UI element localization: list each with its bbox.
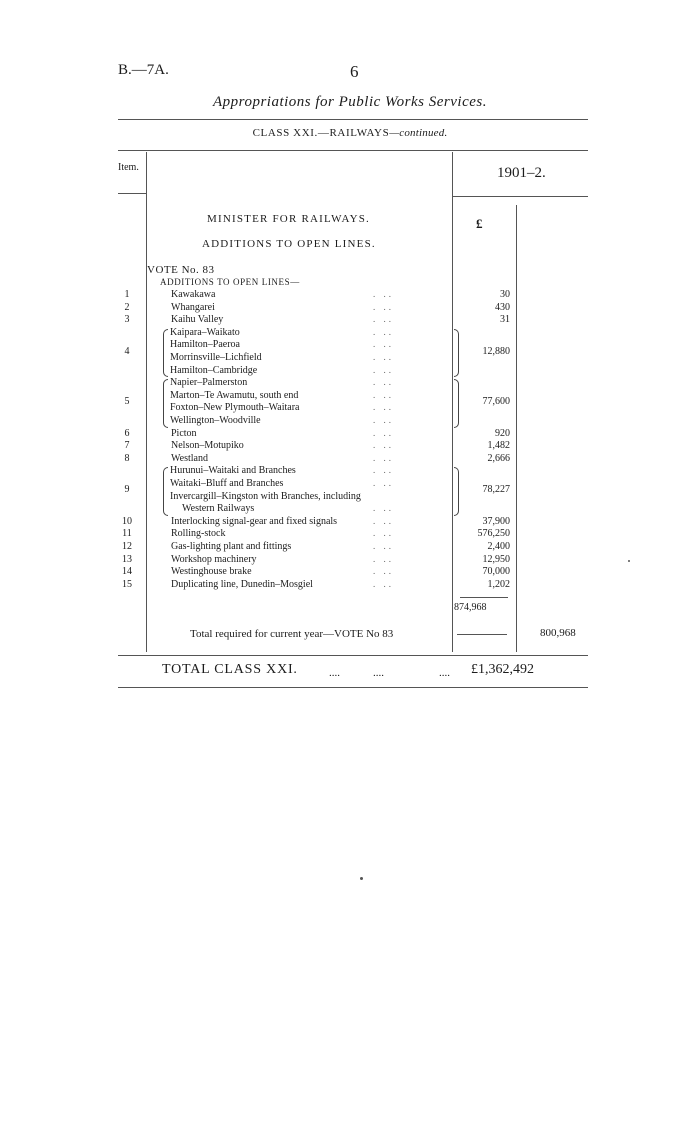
item-description: Picton bbox=[171, 427, 197, 439]
item-description: Marton–Te Awamutu, south end bbox=[170, 389, 299, 401]
left-brace bbox=[163, 467, 168, 515]
dot-leader: . .. bbox=[373, 553, 394, 564]
item-description: Kaihu Valley bbox=[171, 314, 224, 326]
class-heading bbox=[0, 127, 700, 139]
item-amount: 920 bbox=[495, 427, 510, 439]
table-bottom-rule bbox=[118, 655, 588, 656]
dot-leader: . .. bbox=[373, 478, 394, 488]
item-description: Waitaki–Bluff and Branches bbox=[170, 478, 284, 489]
item-number: 6 bbox=[124, 427, 130, 439]
grand-total-rule bbox=[118, 687, 588, 688]
right-brace bbox=[454, 379, 459, 427]
item-amount: 30 bbox=[500, 289, 510, 300]
item-amount: 37,900 bbox=[482, 515, 510, 527]
item-amount: 78,227 bbox=[482, 484, 510, 496]
item-number: 13 bbox=[122, 553, 132, 565]
item-number: 5 bbox=[124, 396, 130, 408]
class-heading-main: CLASS XXI.—RAILWAYS bbox=[252, 127, 390, 139]
item-description: Napier–Palmerston bbox=[170, 377, 248, 389]
section-heading-additions: ADDITIONS TO OPEN LINES. bbox=[202, 238, 376, 250]
item-amount: 1,482 bbox=[487, 440, 510, 452]
item-number: 9 bbox=[124, 484, 130, 496]
grand-total-leader: .... bbox=[373, 667, 384, 679]
scan-speck bbox=[628, 560, 630, 562]
item-amount: 576,250 bbox=[477, 528, 510, 540]
dot-leader: . .. bbox=[373, 377, 394, 388]
item-number: 7 bbox=[124, 440, 130, 452]
item-number: 2 bbox=[124, 301, 130, 313]
dot-leader: . .. bbox=[373, 541, 394, 551]
right-brace bbox=[454, 329, 459, 377]
dot-leader: . .. bbox=[373, 528, 394, 539]
total-dash bbox=[457, 634, 507, 635]
item-description: Nelson–Motupiko bbox=[171, 440, 244, 452]
item-number: 1 bbox=[124, 289, 130, 300]
item-number: 14 bbox=[122, 566, 132, 578]
item-description: Hamilton–Cambridge bbox=[170, 364, 258, 376]
grand-total-leader: .... bbox=[439, 667, 450, 679]
dot-leader: . .. bbox=[373, 301, 394, 312]
title-rule bbox=[118, 119, 588, 120]
item-amount: 2,666 bbox=[487, 452, 510, 464]
total-required-label: Total required for current year—VOTE No 83 bbox=[190, 628, 394, 640]
year-column-header: 1901–2. bbox=[497, 165, 546, 181]
total-column-rule bbox=[516, 205, 517, 652]
vote-sublabel: ADDITIONS TO OPEN LINES— bbox=[160, 277, 300, 287]
subtotal-rule bbox=[460, 597, 508, 598]
item-amount: 12,880 bbox=[482, 345, 510, 357]
item-description: Western Railways bbox=[182, 503, 255, 515]
item-description: Hurunui–Waitaki and Branches bbox=[170, 465, 296, 477]
item-description: Foxton–New Plymouth–Waitara bbox=[170, 402, 300, 414]
page-title: Appropriations for Public Works Services. bbox=[213, 94, 487, 110]
dot-leader: . .. bbox=[373, 352, 394, 362]
item-description: Kawakawa bbox=[171, 289, 216, 300]
dot-leader: . .. bbox=[373, 389, 394, 400]
item-description: Invercargill–Kingston with Branches, including bbox=[170, 490, 361, 502]
subtotal-value: 874,968 bbox=[454, 602, 487, 613]
item-amount: 430 bbox=[495, 301, 510, 313]
dot-leader: . .. bbox=[373, 326, 394, 337]
grand-total-leader: .... bbox=[329, 667, 340, 679]
total-required-value: 800,968 bbox=[540, 627, 576, 639]
dot-leader: . .. bbox=[373, 339, 394, 350]
right-brace bbox=[454, 467, 459, 515]
left-brace bbox=[163, 329, 168, 377]
class-rule bbox=[118, 150, 588, 151]
dot-leader: . .. bbox=[373, 402, 394, 413]
item-number: 15 bbox=[122, 578, 132, 590]
vote-label: VOTE No. 83 bbox=[147, 264, 215, 276]
item-description: Westinghouse brake bbox=[171, 566, 252, 578]
item-description: Hamilton–Paeroa bbox=[170, 339, 240, 351]
item-column-header: Item. bbox=[118, 162, 139, 173]
item-description: Interlocking signal-gear and fixed signals bbox=[171, 515, 338, 527]
section-heading-minister: MINISTER FOR RAILWAYS. bbox=[207, 213, 370, 225]
item-description: Wellington–Woodville bbox=[170, 415, 261, 426]
dot-leader: . .. bbox=[373, 452, 394, 463]
dot-leader: . .. bbox=[373, 314, 394, 325]
item-description: Kaipara–Waikato bbox=[170, 326, 240, 338]
item-number: 10 bbox=[122, 515, 132, 527]
grand-total-label: TOTAL CLASS XXI. bbox=[162, 662, 298, 677]
item-column-rule bbox=[146, 152, 147, 652]
dot-leader: . .. bbox=[373, 440, 394, 451]
page-number: 6 bbox=[350, 62, 359, 81]
item-description: Morrinsville–Lichfield bbox=[170, 352, 262, 363]
item-description: Duplicating line, Dunedin–Mosgiel bbox=[171, 578, 313, 590]
item-number: 4 bbox=[124, 345, 130, 357]
dot-leader: . .. bbox=[373, 578, 394, 589]
item-amount: 77,600 bbox=[482, 396, 510, 408]
dot-leader: . .. bbox=[373, 465, 394, 476]
amount-column-rule bbox=[452, 152, 453, 652]
item-amount: 31 bbox=[500, 314, 510, 326]
item-number: 8 bbox=[124, 452, 130, 464]
dot-leader: . .. bbox=[373, 515, 394, 526]
dot-leader: . .. bbox=[373, 289, 394, 299]
class-heading-suffix: —continued. bbox=[389, 127, 448, 139]
item-amount: 70,000 bbox=[482, 566, 510, 578]
dot-leader: . .. bbox=[373, 364, 394, 375]
scan-speck bbox=[360, 877, 363, 880]
dot-leader: . .. bbox=[373, 427, 394, 438]
left-brace bbox=[163, 379, 168, 427]
item-description: Westland bbox=[171, 452, 208, 464]
item-description: Whangarei bbox=[171, 301, 215, 313]
currency-symbol: £ bbox=[476, 216, 483, 231]
item-amount: 1,202 bbox=[487, 578, 510, 590]
dot-leader: . .. bbox=[373, 566, 394, 577]
dot-leader: . .. bbox=[373, 503, 394, 514]
item-number: 3 bbox=[124, 314, 130, 326]
item-number: 11 bbox=[122, 528, 132, 540]
year-header-rule bbox=[452, 196, 588, 197]
item-description: Rolling-stock bbox=[171, 528, 226, 540]
item-number: 12 bbox=[122, 541, 132, 552]
item-amount: 12,950 bbox=[482, 553, 510, 565]
item-description: Workshop machinery bbox=[171, 553, 257, 565]
item-header-rule bbox=[118, 193, 146, 194]
item-description: Gas-lighting plant and fittings bbox=[171, 541, 292, 552]
document-reference: B.—7A. bbox=[118, 62, 169, 78]
dot-leader: . .. bbox=[373, 415, 394, 425]
grand-total-value: £1,362,492 bbox=[471, 662, 534, 677]
item-amount: 2,400 bbox=[487, 541, 510, 552]
